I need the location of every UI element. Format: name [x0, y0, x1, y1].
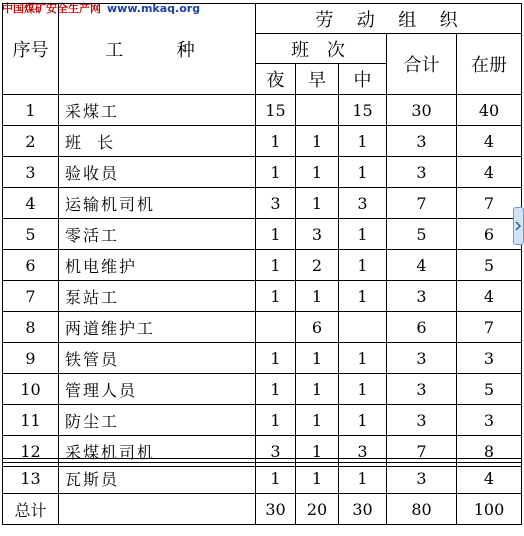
row-sum: 3 — [387, 281, 457, 312]
table-row — [3, 281, 522, 312]
labor-organization-table — [2, 3, 522, 467]
row-middle: 3 — [339, 436, 387, 467]
row-middle: 1 — [339, 405, 387, 436]
header-sum: 合计 — [387, 34, 457, 95]
row-middle: 1 — [339, 374, 387, 405]
row-sum: 3 — [387, 157, 457, 188]
row-middle: 1 — [339, 157, 387, 188]
row-roster: 7 — [457, 312, 522, 343]
row-morning: 1 — [296, 188, 339, 219]
row-sum: 30 — [387, 95, 457, 126]
total-middle: 30 — [339, 494, 387, 525]
watermark-url: www.mkaq.org — [107, 2, 201, 15]
total-label: 总计 — [3, 494, 59, 525]
row-night — [256, 312, 296, 343]
row-night: 15 — [256, 95, 296, 126]
row-roster: 40 — [457, 95, 522, 126]
row-number: 12 — [3, 436, 59, 467]
row-number: 8 — [3, 312, 59, 343]
row-night: 1 — [256, 250, 296, 281]
row-number: 5 — [3, 219, 59, 250]
row-trade: 采煤工 — [59, 95, 256, 126]
header-night: 夜 — [256, 64, 296, 95]
row-night: 1 — [256, 463, 296, 494]
row-morning: 1 — [296, 405, 339, 436]
row-roster: 4 — [457, 463, 522, 494]
side-expand-handle[interactable] — [513, 207, 524, 245]
row-night: 1 — [256, 126, 296, 157]
row-number: 9 — [3, 343, 59, 374]
table-row — [3, 312, 522, 343]
total-trade — [59, 494, 256, 525]
row-middle: 15 — [339, 95, 387, 126]
row-number: 1 — [3, 95, 59, 126]
header-seq: 序号 — [3, 4, 59, 95]
row-morning: 1 — [296, 281, 339, 312]
row-night: 1 — [256, 374, 296, 405]
row-trade: 管理人员 — [59, 374, 256, 405]
table-row — [3, 188, 522, 219]
row-morning: 1 — [296, 126, 339, 157]
row-roster: 5 — [457, 374, 522, 405]
labor-organization-table-continued — [2, 462, 522, 525]
row-number: 7 — [3, 281, 59, 312]
row-trade: 铁管员 — [59, 343, 256, 374]
watermark-title: 中国煤矿安全生产网 — [2, 2, 101, 15]
row-night: 3 — [256, 188, 296, 219]
row-night: 1 — [256, 219, 296, 250]
row-morning: 6 — [296, 312, 339, 343]
row-trade: 零活工 — [59, 219, 256, 250]
row-night: 1 — [256, 405, 296, 436]
row-number: 6 — [3, 250, 59, 281]
row-roster: 4 — [457, 157, 522, 188]
row-night: 1 — [256, 157, 296, 188]
row-middle: 3 — [339, 188, 387, 219]
total-morning: 20 — [296, 494, 339, 525]
row-trade: 班 长 — [59, 126, 256, 157]
row-trade: 验收员 — [59, 157, 256, 188]
row-middle: 1 — [339, 463, 387, 494]
table-row — [3, 219, 522, 250]
row-morning: 1 — [296, 374, 339, 405]
total-row — [3, 494, 522, 525]
row-sum: 3 — [387, 374, 457, 405]
row-middle: 1 — [339, 250, 387, 281]
header-middle: 中 — [339, 64, 387, 95]
row-trade: 运输机司机 — [59, 188, 256, 219]
header-labor-organization: 劳 动 组 织 — [256, 4, 522, 34]
total-roster: 100 — [457, 494, 522, 525]
table-row — [3, 126, 522, 157]
header-morning: 早 — [296, 64, 339, 95]
row-night: 3 — [256, 436, 296, 467]
row-roster: 8 — [457, 436, 522, 467]
row-number: 3 — [3, 157, 59, 188]
table-row — [3, 250, 522, 281]
row-trade: 机电维护 — [59, 250, 256, 281]
total-sum: 80 — [387, 494, 457, 525]
row-trade: 采煤机司机 — [59, 436, 256, 467]
row-sum: 7 — [387, 188, 457, 219]
row-middle: 1 — [339, 126, 387, 157]
row-roster: 7 — [457, 188, 522, 219]
row-morning: 1 — [296, 343, 339, 374]
row-middle: 1 — [339, 281, 387, 312]
table-row — [3, 463, 522, 494]
row-middle — [339, 312, 387, 343]
row-number: 10 — [3, 374, 59, 405]
row-sum: 6 — [387, 312, 457, 343]
row-morning: 1 — [296, 157, 339, 188]
header-trade: 工 种 — [59, 4, 256, 95]
table-row — [3, 157, 522, 188]
row-number: 13 — [3, 463, 59, 494]
row-middle: 1 — [339, 219, 387, 250]
row-trade: 防尘工 — [59, 405, 256, 436]
row-morning: 1 — [296, 463, 339, 494]
row-trade: 瓦斯员 — [59, 463, 256, 494]
row-roster: 4 — [457, 126, 522, 157]
row-roster: 3 — [457, 343, 522, 374]
row-sum: 3 — [387, 463, 457, 494]
row-morning: 3 — [296, 219, 339, 250]
row-roster: 3 — [457, 405, 522, 436]
section-divider — [2, 458, 521, 459]
row-number: 11 — [3, 405, 59, 436]
row-middle: 1 — [339, 343, 387, 374]
table-row — [3, 374, 522, 405]
row-roster: 4 — [457, 281, 522, 312]
row-trade: 泵站工 — [59, 281, 256, 312]
table-row — [3, 343, 522, 374]
table-row — [3, 95, 522, 126]
row-morning: 2 — [296, 250, 339, 281]
chevron-right-icon — [515, 221, 522, 231]
total-night: 30 — [256, 494, 296, 525]
row-night: 1 — [256, 281, 296, 312]
row-sum: 7 — [387, 436, 457, 467]
row-sum: 3 — [387, 126, 457, 157]
row-sum: 3 — [387, 405, 457, 436]
row-roster: 5 — [457, 250, 522, 281]
row-morning: 1 — [296, 436, 339, 467]
row-night: 1 — [256, 343, 296, 374]
row-morning — [296, 95, 339, 126]
table-row — [3, 405, 522, 436]
header-roster: 在册 — [457, 34, 522, 95]
row-number: 2 — [3, 126, 59, 157]
row-roster: 6 — [457, 219, 522, 250]
row-number: 4 — [3, 188, 59, 219]
header-shift: 班 次 — [256, 34, 387, 64]
row-sum: 5 — [387, 219, 457, 250]
row-trade: 两道维护工 — [59, 312, 256, 343]
row-sum: 4 — [387, 250, 457, 281]
row-sum: 3 — [387, 343, 457, 374]
